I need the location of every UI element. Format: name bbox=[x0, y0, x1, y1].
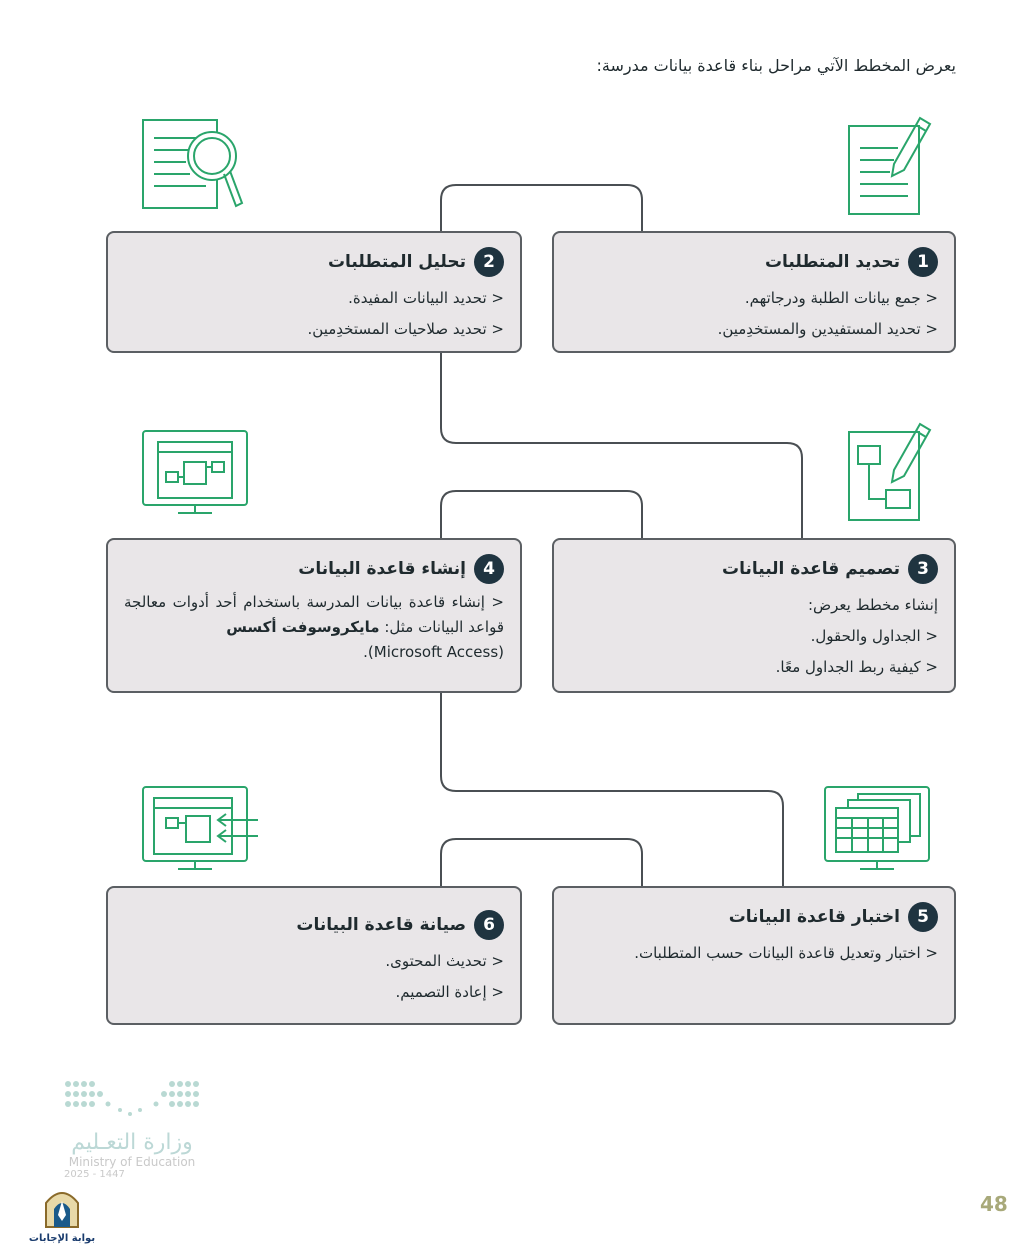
page-number: 48 bbox=[980, 1192, 1008, 1216]
step-4-text-bold: مايكروسوفت أكسس bbox=[226, 618, 380, 636]
step-4-text-a: < إنشاء قاعدة بيانات المدرسة باستخدام أحد أدوات معالجة قواعد البيانات مثل: bbox=[124, 593, 504, 636]
ministry-year: 2025 - 1447 bbox=[64, 1169, 125, 1180]
step-5-number: 5 bbox=[908, 902, 938, 932]
step-5-line-1: < اختبار وتعديل قاعدة البيانات حسب المتطلبات. bbox=[570, 938, 938, 969]
document-edit-icon bbox=[846, 112, 936, 218]
step-2-line-1: < تحديد البيانات المفيدة. bbox=[124, 283, 504, 314]
document-search-icon bbox=[140, 116, 246, 214]
monitor-diagram-icon bbox=[140, 428, 250, 518]
step-6-line-1: < تحديث المحتوى. bbox=[124, 946, 504, 977]
ministry-logo bbox=[62, 1078, 202, 1180]
portal-watermark bbox=[24, 1185, 100, 1244]
step-4-description bbox=[124, 590, 504, 640]
step-1-line-2: < تحديد المستفيدين والمستخدِمين. bbox=[570, 314, 938, 345]
diagram-edit-icon bbox=[846, 418, 936, 524]
monitor-arrows-icon bbox=[140, 784, 260, 874]
step-3-title: تصميم قاعدة البيانات bbox=[722, 559, 900, 579]
step-1-line-1: < جمع بيانات الطلبة ودرجاتهم. bbox=[570, 283, 938, 314]
intro-text: يعرض المخطط الآتي مراحل بناء قاعدة بيانات مدرسة: bbox=[596, 56, 956, 75]
step-5-title: اختبار قاعدة البيانات bbox=[728, 907, 900, 927]
step-3-card bbox=[552, 538, 956, 693]
portal-name: بوابة الإجابات bbox=[28, 1233, 96, 1244]
ministry-name-en: Ministry of Education bbox=[68, 1155, 196, 1169]
step-3-intro: إنشاء مخطط يعرض: bbox=[807, 596, 938, 614]
step-3-line-2: < كيفية ربط الجداول معًا. bbox=[570, 652, 938, 683]
step-6-line-2: < إعادة التصميم. bbox=[124, 977, 504, 1008]
step-1-number: 1 bbox=[908, 247, 938, 277]
ministry-name-ar: وزارة التعـليم bbox=[71, 1130, 193, 1155]
step-3-line-1: < الجداول والحقول. bbox=[570, 621, 938, 652]
ministry-dots-icon bbox=[62, 1078, 202, 1124]
step-4-number: 4 bbox=[474, 554, 504, 584]
step-4-text-b: (Microsoft Access). bbox=[363, 643, 504, 661]
step-2-title: تحليل المتطلبات bbox=[327, 252, 466, 272]
step-1-card bbox=[552, 231, 956, 353]
step-6-card bbox=[106, 886, 522, 1025]
step-3-number: 3 bbox=[908, 554, 938, 584]
step-6-title: صيانة قاعدة البيانات bbox=[296, 915, 466, 935]
step-5-card bbox=[552, 886, 956, 1025]
step-2-line-2: < تحديد صلاحيات المستخدِمين. bbox=[124, 314, 504, 345]
step-6-number: 6 bbox=[474, 910, 504, 940]
step-4-card bbox=[106, 538, 522, 693]
step-2-card bbox=[106, 231, 522, 353]
monitor-table-icon bbox=[822, 784, 932, 874]
step-4-title: إنشاء قاعدة البيانات bbox=[298, 559, 466, 579]
step-1-title: تحديد المتطلبات bbox=[764, 252, 900, 272]
step-2-number: 2 bbox=[474, 247, 504, 277]
portal-logo-icon bbox=[42, 1185, 82, 1229]
